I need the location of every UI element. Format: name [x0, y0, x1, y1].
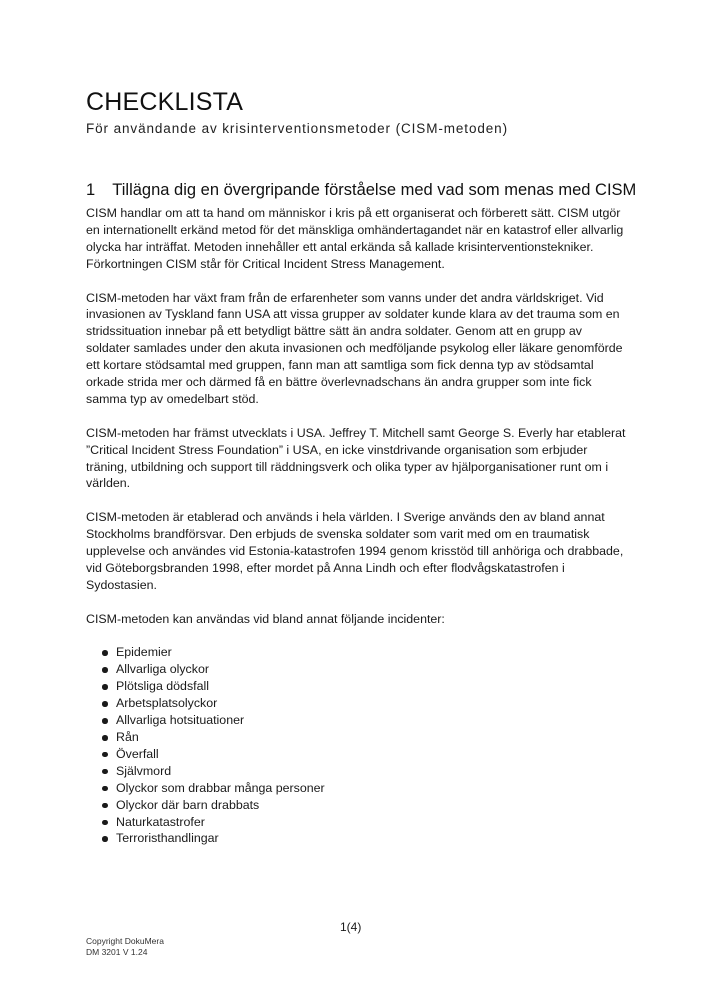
paragraph: CISM-metoden har främst utvecklats i USA. Jeffrey T. Mitchell samt George S. Everly har etablerat ”Critical Incident Stress Foundation” i USA, en icke vinstdrivande organisation som erbjuder träning, utbildning och support till räddningsverk och olika typer av hjälporganisationer runt om i världen. — [86, 425, 626, 491]
footer-doc-id: DM 3201 V 1.24 — [86, 947, 148, 957]
list-item: Allvarliga olyckor — [86, 661, 626, 678]
list-item: Allvarliga hotsituationer — [86, 712, 626, 729]
list-item: Epidemier — [86, 644, 626, 661]
paragraph: CISM-metoden kan användas vid bland annat följande incidenter: — [86, 611, 445, 626]
section-title: Tillägna dig en övergripande förståelse med vad som menas med CISM — [112, 181, 637, 199]
document-subtitle: För användande av krisinterventionsmetoder (CISM-metoden) — [86, 121, 508, 136]
document-title: CHECKLISTA — [86, 88, 244, 116]
page-number: 1(4) — [340, 920, 362, 934]
list-item: Överfall — [86, 746, 626, 763]
paragraph: CISM handlar om att ta hand om människor i kris på ett organiserat och förberett sätt. CISM utgör en internationellt erkänd metod för det mänskliga omhändertagandet när en katastrof eller allvarlig olycka har inträffat. Metoden innehåller ett antal erkända så kallade krisinterventionstekniker. Förkortningen CISM står för Critical Incident Stress Management. — [86, 206, 624, 271]
list-item: Arbetsplatsolyckor — [86, 695, 626, 712]
incident-list — [86, 644, 626, 847]
list-item: Terroristhandlingar — [86, 830, 626, 847]
list-item: Plötsliga dödsfall — [86, 678, 626, 695]
list-item: Rån — [86, 729, 626, 746]
list-item: Naturkatastrofer — [86, 814, 626, 831]
footer — [86, 936, 164, 958]
footer-copyright: Copyright DokuMera — [86, 936, 164, 946]
document-body — [86, 205, 626, 847]
list-item: Olyckor som drabbar många personer — [86, 780, 626, 797]
section-heading — [86, 181, 636, 200]
section-number: 1 — [86, 181, 96, 199]
list-item: Självmord — [86, 763, 626, 780]
list-item: Olyckor där barn drabbats — [86, 797, 626, 814]
paragraph: CISM-metoden har växt fram från de erfarenheter som vanns under det andra världskriget. Vid invasionen av Tyskland fann USA att vissa grupper av soldater kunde klara av det trauma som en stridssituation innebar på ett betydligt bättre sätt än andra soldater. Genom att en grupp av soldater samlades under den akuta invasionen och medföljande psykolog eller läkare genomförde ett kortare stödsamtal med gruppen, fann man att samtliga som fick denna typ av stödsamtal orkade strida mer och därmed få en bättre överlevnadschans än andra grupper som inte fick samma typ av omedelbart stöd. — [86, 290, 623, 406]
paragraph: CISM-metoden är etablerad och används i hela världen. I Sverige används den av bland annat Stockholms brandförsvar. Den erbjuds de svenska soldater som varit med om en traumatisk upplevelse och användes vid Estonia-katastrofen 1994 genom krisstöd till anhöriga och drabbade, vid Göteborgsbranden 1998, efter mordet på Anna Lindh och efter flodvågskatastrofen i Sydostasien. — [86, 510, 624, 592]
